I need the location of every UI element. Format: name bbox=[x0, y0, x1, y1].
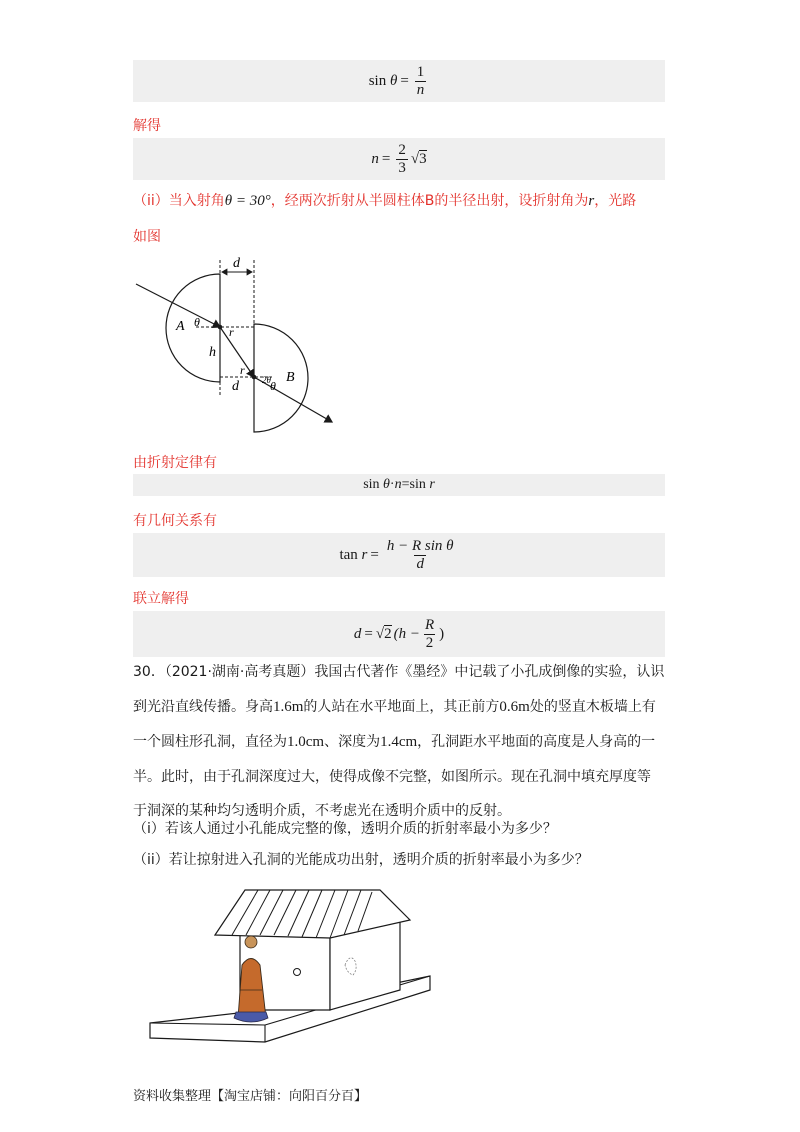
eq3-equals: = bbox=[401, 477, 410, 492]
eq1-denominator: n bbox=[416, 81, 425, 98]
part2-angle: θ = 30° bbox=[224, 193, 271, 209]
eq3-r: r bbox=[429, 477, 435, 492]
eq4-fraction bbox=[385, 538, 456, 573]
eq1-numerator: 1 bbox=[416, 63, 425, 80]
label-2theta: 2θ bbox=[262, 375, 271, 385]
eq2-n: n bbox=[371, 150, 379, 167]
q30-line1 bbox=[133, 657, 664, 687]
label-a: A bbox=[176, 319, 185, 334]
eq3-sin2: sin bbox=[409, 477, 426, 492]
eq2-numerator: 2 bbox=[398, 141, 406, 158]
eq4-r: r bbox=[361, 546, 368, 563]
q30-line3c: ，孔洞距水平地面的高度是人身高的一 bbox=[417, 734, 656, 750]
eq4-tan: tan bbox=[339, 546, 358, 563]
label-d-bottom: d bbox=[232, 379, 239, 394]
eq5-fraction bbox=[423, 617, 436, 652]
q30-line2c: 处的竖直木板墙上有 bbox=[529, 699, 656, 715]
q30-line2b: 的人站在水平地面上，其正前方 bbox=[303, 699, 500, 715]
label-refraction-law: 由折射定律有 bbox=[133, 455, 217, 471]
label-b: B bbox=[286, 370, 295, 385]
part2-middle: ，经两次折射从半圆柱体B的半径出射，设折射角为 bbox=[270, 193, 589, 209]
depth-value: 1.4cm bbox=[380, 734, 418, 750]
equation-refraction bbox=[133, 474, 665, 496]
eq2-fraction bbox=[396, 142, 408, 177]
q30-sub2: （ii）若让掠射进入孔洞的光能成功出射，透明介质的折射率最小为多少？ bbox=[133, 852, 589, 868]
eq3-sin1: sin bbox=[363, 477, 380, 492]
label-r-2: r bbox=[240, 363, 245, 377]
diameter-value: 1.0cm bbox=[287, 734, 325, 750]
q30-line3b: 、深度为 bbox=[324, 734, 381, 750]
part2-line2: 如图 bbox=[133, 229, 161, 245]
label-geometry: 有几何关系有 bbox=[133, 513, 217, 529]
q30-sub1: （i）若该人通过小孔能成完整的像，透明介质的折射率最小为多少？ bbox=[133, 821, 557, 837]
eq3-n: n bbox=[394, 477, 402, 492]
eq5-denominator: 2 bbox=[425, 634, 434, 651]
q30-line5: 于洞深的某种均匀透明介质，不考虑光在透明介质中的反射。 bbox=[133, 803, 511, 819]
eq5-d: d bbox=[353, 625, 362, 642]
part2-suffix: ，光路 bbox=[594, 193, 637, 209]
q30-line2 bbox=[133, 692, 656, 722]
label-r-1: r bbox=[229, 325, 234, 339]
footer: 资料收集整理【淘宝店铺：向阳百分百】 bbox=[133, 1089, 368, 1104]
eq5-close: ) bbox=[439, 625, 445, 642]
label-d-top: d bbox=[233, 256, 240, 271]
eq2-sqrt: √3 bbox=[410, 150, 427, 167]
q30-number: 30．（2021·湖南·高考真题） bbox=[133, 664, 315, 680]
eq1-equals: = bbox=[400, 72, 409, 89]
distance-value: 0.6m bbox=[499, 699, 530, 715]
eq3-dot: · bbox=[389, 477, 395, 492]
label-h: h bbox=[209, 345, 216, 360]
part2-r: r bbox=[588, 193, 595, 209]
eq2-radicand: 3 bbox=[419, 150, 427, 167]
point-b bbox=[252, 375, 257, 380]
half-cylinder-a bbox=[166, 274, 220, 382]
eq5-equals: = bbox=[364, 625, 373, 642]
label-theta-1: θ bbox=[194, 315, 200, 329]
eq5-numerator: R bbox=[424, 616, 435, 633]
light-path-figure bbox=[0, 250, 800, 450]
eq4-numerator: h − R sin θ bbox=[386, 537, 454, 554]
eq4-denominator: d bbox=[416, 555, 424, 572]
equation-d-result bbox=[133, 611, 665, 657]
equation-snell-critical bbox=[133, 60, 665, 102]
q30-line3a: 一个圆柱形孔洞，直径为 bbox=[133, 734, 287, 750]
height-value: 1.6m bbox=[273, 699, 304, 715]
label-theta-2: θ bbox=[270, 379, 276, 393]
eq5-sqrt: √2 bbox=[375, 625, 392, 642]
eq1-sin: sin bbox=[368, 72, 387, 89]
pinhole-house-figure bbox=[0, 880, 800, 1060]
eq2-denominator: 3 bbox=[398, 159, 406, 176]
q30-line4: 半。此时，由于孔洞深度过大，使得成像不完整，如图所示。现在孔洞中填充厚度等 bbox=[133, 769, 651, 785]
q30-line3 bbox=[133, 727, 655, 757]
equation-n-value bbox=[133, 138, 665, 180]
part2-prefix: （ii）当入射角 bbox=[133, 193, 225, 209]
equation-tan bbox=[133, 533, 665, 577]
refracted-ray-mid bbox=[220, 327, 254, 377]
eq5-radicand: 2 bbox=[384, 625, 392, 642]
eq2-equals: = bbox=[381, 150, 391, 167]
point-a bbox=[218, 325, 223, 330]
eq4-equals: = bbox=[370, 546, 379, 563]
q30-line2a: 到光沿直线传播。身高 bbox=[133, 699, 273, 715]
eq1-theta: θ bbox=[389, 72, 398, 89]
q30-line1-text: 我国古代著作《墨经》中记载了小孔成倒像的实验，认识 bbox=[314, 664, 665, 680]
label-jiede: 解得 bbox=[133, 118, 161, 134]
part2-line1 bbox=[133, 190, 636, 210]
label-solve: 联立解得 bbox=[133, 591, 189, 607]
eq1-fraction bbox=[415, 64, 427, 99]
pinhole bbox=[294, 969, 301, 976]
eq5-open: (h − bbox=[393, 625, 420, 642]
eq3-theta: θ bbox=[383, 477, 390, 492]
